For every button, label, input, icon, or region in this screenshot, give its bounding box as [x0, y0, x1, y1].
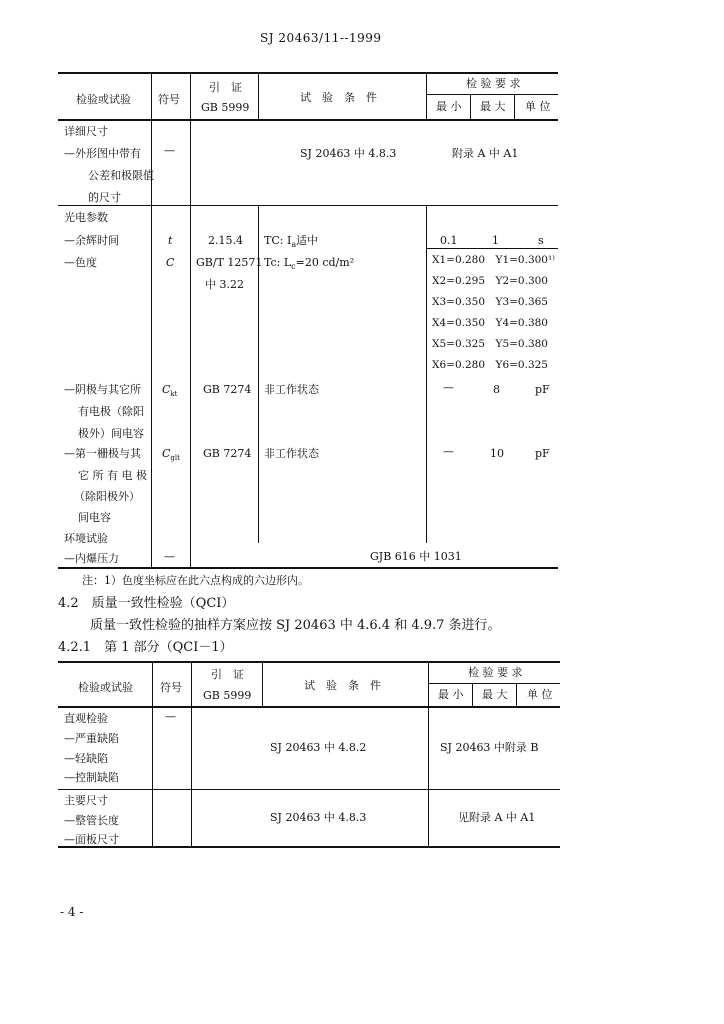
main-dim-ref: SJ 20463 中 4.8.3: [270, 811, 367, 824]
t1-head-min: 最 小: [436, 100, 462, 113]
t2-vline-5: [472, 683, 473, 707]
color-pt-5: X5=0.325 Y5=0.380: [432, 338, 548, 350]
implosion-label: —内爆压力: [64, 552, 119, 565]
cap1-label-3: 极外）间电容: [78, 427, 144, 440]
cap2-symbol-main: C: [162, 447, 171, 460]
t2-top-rule: [58, 661, 560, 663]
cap2-unit: pF: [535, 447, 550, 460]
t1-head-unit: 单 位: [525, 100, 551, 113]
doc-header: SJ 20463/11--1999: [260, 31, 382, 45]
cap2-symbol-sub: glt: [170, 454, 180, 463]
main-dim-label-3: —面板尺寸: [64, 833, 119, 846]
t1-head-symbol: 符号: [158, 93, 180, 106]
cap1-cond: 非工作状态: [264, 383, 319, 396]
cap1-symbol-main: C: [162, 383, 171, 396]
cap2-max: 10: [490, 447, 504, 460]
t2-head-max: 最 大: [482, 688, 508, 701]
afterglow-cond-b: 适中: [296, 234, 319, 247]
afterglow-cond: [264, 235, 318, 249]
t2-vline-4: [428, 661, 429, 847]
visual-label-4: —控制缺陷: [64, 771, 119, 784]
color-cond-sub: c: [291, 262, 296, 272]
t1-top-rule: [58, 72, 558, 74]
t1-vline-1: [151, 72, 152, 568]
main-dim-req: 见附录 A 中 A1: [458, 811, 536, 824]
t1-bottom-rule: [58, 567, 558, 569]
color-pt-1: X1=0.280 Y1=0.300¹⁾: [432, 254, 555, 266]
t2-head-req: 检 验 要 求: [468, 666, 523, 679]
t2-head-bottom-rule: [58, 706, 560, 708]
cap2-min: —: [443, 445, 454, 458]
t2-vline-1: [152, 661, 153, 847]
implosion-ref: GJB 616 中 1031: [370, 550, 462, 563]
detail-dim-ref: SJ 20463 中 4.8.3: [300, 147, 397, 160]
detail-dim-symbol: —: [164, 144, 175, 157]
color-ref-1: GB/T 12571: [196, 256, 263, 269]
cap2-symbol: [162, 448, 180, 462]
cap1-symbol-sub: kt: [170, 390, 178, 399]
cap2-label-4: 间电容: [78, 511, 111, 524]
main-dim-label-1: 主要尺寸: [64, 794, 108, 807]
color-ref-2: 中 3.22: [205, 278, 244, 291]
t2-head-item: 检验或试验: [78, 681, 133, 694]
t2-subhead-rule: [428, 683, 560, 684]
detail-dim-label-3: 公差和极限值: [88, 169, 154, 182]
opto-title: 光电参数: [64, 211, 108, 224]
afterglow-symbol: t: [168, 234, 173, 247]
t1-row1-rule: [58, 205, 558, 206]
t2-head-ref1: 引 证: [211, 668, 244, 681]
t1-head-ref2: GB 5999: [201, 101, 250, 114]
t1-head-ref1: 引 证: [209, 81, 242, 94]
afterglow-cond-sub: a: [291, 240, 297, 250]
color-pt-6: X6=0.280 Y6=0.325: [432, 359, 548, 371]
visual-symbol: —: [165, 710, 176, 723]
color-symbol: C: [166, 256, 175, 269]
color-cond-a: Tc: L: [264, 256, 292, 269]
cap1-unit: pF: [535, 383, 550, 396]
t1-vline-5: [470, 94, 471, 120]
t1-vline-3: [258, 72, 259, 120]
color-pt-4: X4=0.350 Y4=0.380: [432, 317, 548, 329]
t2-head-unit: 单 位: [527, 688, 553, 701]
env-title: 环境试验: [64, 532, 108, 545]
afterglow-max: 1: [492, 234, 499, 247]
color-label: —色度: [64, 256, 97, 269]
section-4-2-title: 4.2 质量一致性检验（QCI）: [58, 596, 235, 611]
cap2-label-3: （除阳极外）: [74, 490, 140, 503]
t1-vline-4: [426, 72, 427, 120]
afterglow-cond-a: TC: I: [264, 234, 292, 247]
color-pt-3: X3=0.350 Y3=0.365: [432, 296, 548, 308]
table1-note: 注：1）色度坐标应在此六点构成的六边形内。: [82, 574, 309, 587]
t2-row1-rule: [58, 789, 560, 790]
section-4-2-body: 质量一致性检验的抽样方案应按 SJ 20463 中 4.6.4 和 4.9.7 条进行。: [90, 618, 501, 633]
afterglow-label: —余辉时间: [64, 234, 119, 247]
cap1-max: 8: [493, 383, 500, 396]
t2-head-min: 最 小: [438, 688, 464, 701]
cap2-cond: 非工作状态: [264, 447, 319, 460]
color-cond-b: =20 cd/m²: [295, 256, 355, 269]
detail-dim-label-2: —外形图中带有: [64, 147, 141, 160]
implosion-symbol: —: [164, 550, 175, 563]
detail-dim-label-1: 详细尺寸: [64, 125, 108, 138]
t2-head-symbol: 符号: [160, 681, 182, 694]
cap1-label-2: 有电极（除阳: [78, 405, 144, 418]
t1-head-bottom-rule: [58, 119, 558, 121]
detail-dim-req: 附录 A 中 A1: [452, 147, 519, 160]
cap1-ref: GB 7274: [203, 383, 252, 396]
visual-ref: SJ 20463 中 4.8.2: [270, 741, 367, 754]
t1-vline-2: [190, 72, 191, 568]
t2-vline-3: [262, 661, 263, 707]
page-number: - 4 -: [60, 905, 84, 919]
cap1-label-1: —阴极与其它所: [64, 383, 141, 396]
t1-subhead-rule: [426, 94, 558, 95]
cap1-symbol: [162, 384, 177, 398]
cap1-min: —: [443, 381, 454, 394]
visual-req: SJ 20463 中附录 B: [440, 741, 539, 754]
t2-head-ref2: GB 5999: [203, 689, 252, 702]
t2-vline-6: [516, 683, 517, 707]
t2-vline-2: [191, 661, 192, 847]
cap2-label-1: —第一栅极与其: [64, 447, 141, 460]
t1-req-rule: [426, 248, 558, 249]
t1-head-conditions: 试 验 条 件: [300, 91, 377, 104]
section-4-2-1-title: 4.2.1 第 1 部分（QCI－1）: [58, 640, 233, 655]
color-pt-2: X2=0.295 Y2=0.300: [432, 275, 548, 287]
t1-head-item: 检验或试验: [76, 93, 131, 106]
color-cond: [264, 257, 354, 271]
visual-label-1: 直观检验: [64, 712, 108, 725]
main-dim-label-2: —整管长度: [64, 814, 119, 827]
afterglow-unit: s: [538, 234, 544, 247]
cap2-ref: GB 7274: [203, 447, 252, 460]
t2-head-conditions: 试 验 条 件: [304, 679, 381, 692]
detail-dim-label-4: 的尺寸: [88, 191, 121, 204]
t1-vline-4b: [426, 205, 427, 543]
cap2-label-2: 它 所 有 电 极: [78, 469, 147, 482]
t1-head-max: 最 大: [480, 100, 506, 113]
t1-head-req: 检 验 要 求: [466, 77, 521, 90]
afterglow-ref: 2.15.4: [208, 234, 243, 247]
t2-bottom-rule: [58, 846, 560, 848]
visual-label-3: —轻缺陷: [64, 752, 108, 765]
afterglow-min: 0.1: [440, 234, 458, 247]
t1-vline-6: [514, 94, 515, 120]
visual-label-2: —严重缺陷: [64, 732, 119, 745]
